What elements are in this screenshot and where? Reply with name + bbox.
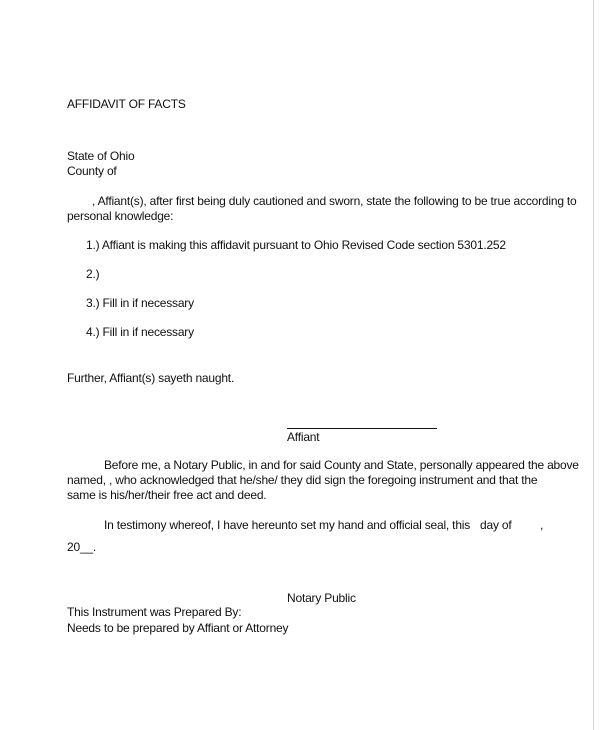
- county-line: County of: [67, 164, 117, 178]
- intro-line-1: , Affiant(s), after first being duly cautioned and sworn, state the following to be true according to: [92, 194, 577, 208]
- testimony-comma: ,: [540, 518, 544, 532]
- further-line: Further, Affiant(s) sayeth naught.: [67, 371, 235, 385]
- notary-public-label: Notary Public: [287, 591, 356, 605]
- affiant-label: Affiant: [287, 430, 320, 444]
- state-line: State of Ohio: [67, 149, 135, 163]
- notary-paragraph-line-3: same is his/her/their free act and deed.: [67, 488, 267, 502]
- prepared-note-line: Needs to be prepared by Affiant or Attorney: [67, 621, 289, 635]
- testimony-day-of: day of: [480, 518, 512, 532]
- list-item-1: 1.) Affiant is making this affidavit pursuant to Ohio Revised Code section 5301.252: [86, 238, 506, 252]
- document-title: AFFIDAVIT OF FACTS: [67, 97, 186, 111]
- prepared-by-line: This Instrument was Prepared By:: [67, 605, 242, 619]
- list-item-3: 3.) Fill in if necessary: [86, 296, 194, 310]
- notary-paragraph-line-2: named, , who acknowledged that he/she/ they did sign the foregoing instrument and that the: [67, 473, 538, 487]
- year-line: 20__.: [67, 540, 97, 554]
- list-item-2: 2.): [86, 267, 100, 281]
- list-item-4: 4.) Fill in if necessary: [86, 325, 194, 339]
- testimony-text: In testimony whereof, I have hereunto set my hand and official seal, this: [104, 518, 471, 532]
- notary-paragraph-line-1: Before me, a Notary Public, in and for said County and State, personally appeared the above: [104, 458, 579, 472]
- intro-line-2: personal knowledge:: [67, 209, 174, 223]
- affiant-signature-line: [287, 428, 437, 429]
- page-edge: [593, 0, 594, 730]
